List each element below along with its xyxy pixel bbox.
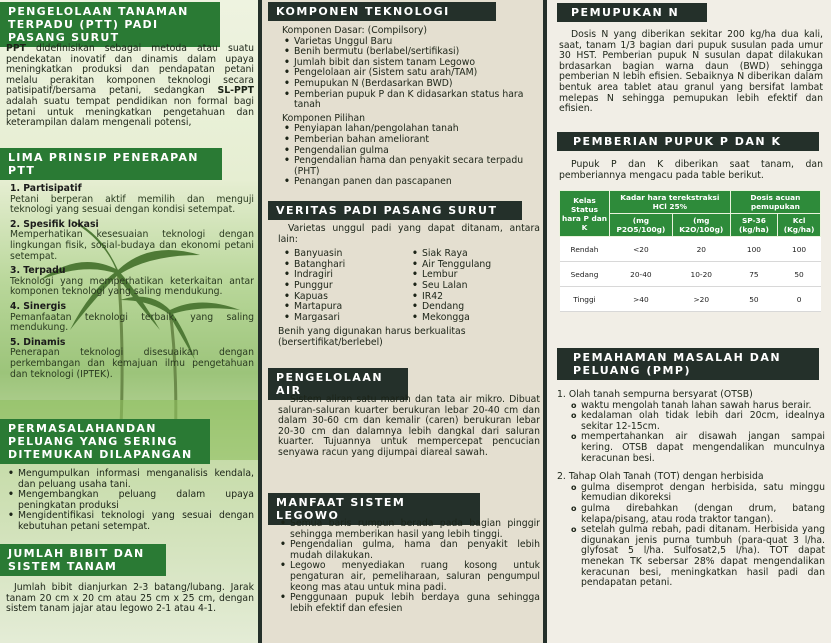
varietas-item: • Martapura <box>282 302 394 313</box>
varietas-item: • Seu Lalan <box>410 281 530 292</box>
olah1-title: 1. Olah tanah sempurna bersyarat (OTSB) <box>557 389 753 400</box>
list-item: • Penyiapan lahan/pengolahan tanah <box>282 124 540 135</box>
varietas-item: • Batanghari <box>282 260 394 271</box>
prinsip-item <box>10 184 254 216</box>
header-lima-prinsip-text: LIMA PRINSIP PENERAPAN PTT <box>8 151 199 177</box>
list-item: • Mengumpulkan informasi menganalisis kendala, dan peluang usaha tani. <box>6 469 254 490</box>
header-pemupukan-text: PEMUPUKAN N <box>571 6 680 19</box>
header-permasalahan-text: PERMASALAHANDAN PELUANG YANG SERING DITEMUKAN DILAPANGAN <box>8 422 193 461</box>
veritas-section <box>278 224 540 349</box>
table-cell: Tinggi <box>560 287 610 312</box>
prinsip-title: 3. Terpadu <box>10 265 66 277</box>
prinsip-desc: Penerapan teknologi disesuaikan dengan perkembangan dan kemajuan ilmu pengetahuan dan teknologi (IPTEK). <box>10 347 254 380</box>
prinsip-item <box>10 302 254 334</box>
header-air-text: PENGELOLAAN AIR <box>276 371 384 397</box>
pk-paragraph: Pupuk P dan K diberikan saat tanam, dan pemberiannya mengacu pada table berikut. <box>559 159 823 181</box>
permasalahan-list <box>6 469 254 533</box>
varietas-item: • Kapuas <box>282 292 394 303</box>
ptt-definition: didefinisikan sebagai metoda atau suatu pendekatan inovatif dan dinamis dalam upaya meningkatkan produksi dan pendapatan petani melalu perakitan komponen teknologi secara patisipatif/bersama petani, sedangkan <box>6 43 254 97</box>
list-item: • Pengendalian hama dan penyakit secara terpadu (PHT) <box>282 156 540 177</box>
list-item: • Benih bermutu (berlabel/sertifikasi) <box>282 47 540 58</box>
table-cell: 10-20 <box>672 262 730 287</box>
pemupukan-paragraph: Dosis N yang diberikan sekitar 200 kg/ha dua kali, saat, tanam 1/3 bagian dari pupuk susulan pada umur 30 HST. Pemberian pupuk N susulan dapat dilakukan brdasarkan bagian warna daun (BWD) sehingga pemberian N lebih efisien. Sebaiknya N diberikan dalam bentuk area tablet atau granul yang bersifat lambat melepas N sehingga pemupukan lebih efektif dan efisien. <box>559 29 823 115</box>
header-manfaat-text: MANFAAT SISTEM LEGOWO <box>276 496 406 522</box>
table-cell: 100 <box>778 237 821 262</box>
header-komponen-text: KOMPONEN TEKNOLOGI <box>276 5 450 18</box>
dosis-table <box>559 190 821 312</box>
right-column <box>547 0 831 643</box>
list-item: o gulma disemprot dengan herbisida, satu minggu kemudian dikoreksi <box>569 483 825 504</box>
veritas-note: Benih yang digunakan harus berkualitas (bersertifikat/berlebel) <box>278 326 466 348</box>
left-column <box>0 0 262 643</box>
slppt-definition: adalah suatu tempat pendidikan non formal bagi petani untuk meningkatkan pengetahuan dan keterampilan dalam mengenali potensi, <box>6 95 254 129</box>
pmp-section <box>557 390 825 589</box>
header-komponen <box>268 2 496 21</box>
list-item: o setelah gulma rebah, padi ditanam. Herbisida yang digunakan jenis purna tumbuh (para-quat 3 l/ha. glyfosat 5 l/ha. Sulfosat2,5 l/ha). TOT dapat menekan TK sebersar 28% dapat mengendalikan keracunan besi, meningkatkan hasil padi dan pendapatan petani. <box>569 525 825 589</box>
header-veritas-text: VERITAS PADI PASANG SURUT <box>276 204 498 217</box>
prinsip-desc: Teknologi yang memperhatikan keterkaitan antar komponen teknologi yang saling mendukung. <box>10 275 254 298</box>
header-lima-prinsip <box>0 148 222 180</box>
th-k: (mg K2O/100g) <box>672 214 730 237</box>
table-row <box>560 262 821 287</box>
varietas-item: • Margasari <box>282 313 394 324</box>
header-pmp <box>557 348 819 380</box>
prinsip-item <box>10 338 254 380</box>
prinsip-title: 1. Partisipatif <box>10 183 82 194</box>
varietas-item: • Banyuasin <box>282 249 394 260</box>
varietas-item: • Punggur <box>282 281 394 292</box>
list-item: • Penggunaan pupuk lebih berdaya guna sehingga lebih efektif dan efesien <box>278 593 540 614</box>
jumlah-paragraph: Jumlah bibit dianjurkan 2-3 batang/lubang. Jarak tanam 20 cm x 20 cm atau 25 cm x 25 cm, dengan sistem tanam jajar atau legowo 2-1 atau 4-1. <box>6 582 254 615</box>
varietas-item: • IR42 <box>410 292 530 303</box>
th-kadar: Kadar hara terekstraksi HCl 25% <box>610 191 731 214</box>
list-item: o mempertahankan air disawah jangan sampai kering. OTSB dapat mengendalikan munculnya keracunan besi. <box>569 432 825 464</box>
list-item: • Pengelolaan air (Sistem satu arah/TAM) <box>282 68 540 79</box>
header-pengelolaan <box>0 2 220 47</box>
list-item: • Legowo menyediakan ruang kosong untuk pengaturan air, pemeliharaan, saluran pengumpul keong mas atau untuk mina padi. <box>278 561 540 593</box>
table-cell: 20-40 <box>610 262 673 287</box>
list-item: • Jumlah bibit dan sistem tanam Legowo <box>282 58 540 69</box>
header-pemupukan <box>557 3 707 22</box>
th-sp36: SP-36 (kg/ha) <box>730 214 777 237</box>
list-item: • Pemberian bahan ameliorant <box>282 135 540 146</box>
prinsip-title: 4. Sinergis <box>10 300 67 312</box>
list-item: o waktu mengolah tanah lahan sawah harus berair. <box>569 401 825 412</box>
header-jumlah-bibit <box>0 544 166 576</box>
varietas-item: • Indragiri <box>282 270 394 281</box>
prinsip-title: 2. Spesifik lokasi <box>10 218 99 230</box>
header-pmp-text: PEMAHAMAN MASALAH DAN PELUANG (PMP) <box>573 351 782 377</box>
olah2-title: 2. Tahap Olah Tanah (TOT) dengan herbisida <box>557 471 764 483</box>
prinsip-desc: Memperhatikan kesesuaian teknologi dengan lingkungan fisik, sosial-budaya dan ekonomi petani setempat. <box>10 229 254 262</box>
komponen-section <box>282 26 540 188</box>
table-cell: Sedang <box>560 262 610 287</box>
list-item: • Pengendalian gulma, hama dan penyakit lebih mudah dilakukan. <box>278 540 540 561</box>
air-paragraph: Sistem aliran satu marah dan tata air mikro. Dibuat saluran-saluran kuarter berukuran lebar 20-40 cm dan dalam 30-60 cm dan kemalir (caren) berukuran lebar 20-30 cm dan dalamnya lebih dangkal dari saluran kuarter. Tujuannya untuk mempercepat pencucian senyawa racun yang dijumpai diareal sawah. <box>278 394 540 458</box>
table-cell: <20 <box>610 237 673 262</box>
prinsip-desc: Petani berperan aktif memilih dan menguji teknologi yang sesuai dengan kondisi setempat. <box>10 193 254 216</box>
list-item: • Pemberian pupuk P dan K didasarkan status hara tanah <box>282 90 540 111</box>
header-jumlah-bibit-text: JUMLAH BIBIT DAN SISTEM TANAM <box>8 547 145 573</box>
varietas-item: • Air Tenggulang <box>410 260 530 271</box>
table-cell: 100 <box>730 237 777 262</box>
list-item: o gulma direbahkan (dengan drum, batang kelapa/pisang, atau roda traktor tangan). <box>569 504 825 525</box>
prinsip-title: 5. Dinamis <box>10 336 66 348</box>
list-item: • Pengendalian gulma <box>282 146 540 157</box>
prinsip-item <box>10 220 254 262</box>
veritas-intro: Varietas unggul padi yang dapat ditanam, antara lain: <box>278 223 540 245</box>
table-cell: 20 <box>672 237 730 262</box>
table-cell: Rendah <box>560 237 610 262</box>
list-item: o kedalaman olah tidak lebih dari 20cm, idealnya sekitar 12-15cm. <box>569 411 825 432</box>
ptt-intro-paragraph <box>6 44 254 129</box>
header-permasalahan <box>0 419 210 464</box>
th-kcl: Kcl (Kg/ha) <box>778 214 821 237</box>
list-item: • Mengidentifikasi teknologi yang sesuai dengan kebutuhan petani setempat. <box>6 511 254 532</box>
middle-column <box>262 0 547 643</box>
varietas-item: • Dendang <box>410 302 530 313</box>
table-cell: 75 <box>730 262 777 287</box>
varietas-item: • Mekongga <box>410 313 530 324</box>
komponen-pilihan-title: Komponen Pilihan <box>282 112 366 124</box>
varietas-lists <box>278 249 540 323</box>
list-item: • Pemupukan N (Berdasarkan BWD) <box>282 79 540 90</box>
header-pupuk-pk <box>557 132 819 151</box>
header-pupuk-pk-text: PEMBERIAN PUPUK P DAN K <box>573 135 782 148</box>
varietas-item: • Siak Raya <box>410 249 530 260</box>
th-p: (mg P2O5/100g) <box>610 214 673 237</box>
slppt-term: SL-PPT <box>217 85 254 97</box>
th-dosis: Dosis acuan pemupukan <box>730 191 820 214</box>
manfaat-list <box>278 519 540 614</box>
table-cell: >40 <box>610 287 673 312</box>
list-item: • Semua baris rumpun berada pada bagian pinggir sehingga memberikan hasil yang lebih tinggi. <box>278 519 540 540</box>
table-cell: >20 <box>672 287 730 312</box>
table-row <box>560 237 821 262</box>
prinsip-list <box>10 184 254 380</box>
list-item: • Varietas Unggul Baru <box>282 37 540 48</box>
prinsip-desc: Pemanfaatan teknologi terbaik, yang saling mendukung. <box>10 311 254 334</box>
table-row <box>560 287 821 312</box>
table-cell: 50 <box>730 287 777 312</box>
varietas-item: • Lembur <box>410 270 530 281</box>
ptt-term: PPT <box>6 43 26 54</box>
komponen-dasar-title: Komponen Dasar: (Compilsory) <box>282 25 427 36</box>
th-kelas: Kelas Status hara P dan K <box>560 191 610 237</box>
header-veritas <box>268 201 522 220</box>
list-item: • Mengembangkan peluang dalam upaya peningkatan produksi <box>6 490 254 511</box>
header-pengelolaan-text: PENGELOLAAN TANAMAN TERPADU (PTT) PADI PASANG SURUT <box>8 5 189 44</box>
list-item: • Penangan panen dan pascapanen <box>282 177 540 188</box>
table-cell: 0 <box>778 287 821 312</box>
table-cell: 50 <box>778 262 821 287</box>
prinsip-item <box>10 266 254 298</box>
